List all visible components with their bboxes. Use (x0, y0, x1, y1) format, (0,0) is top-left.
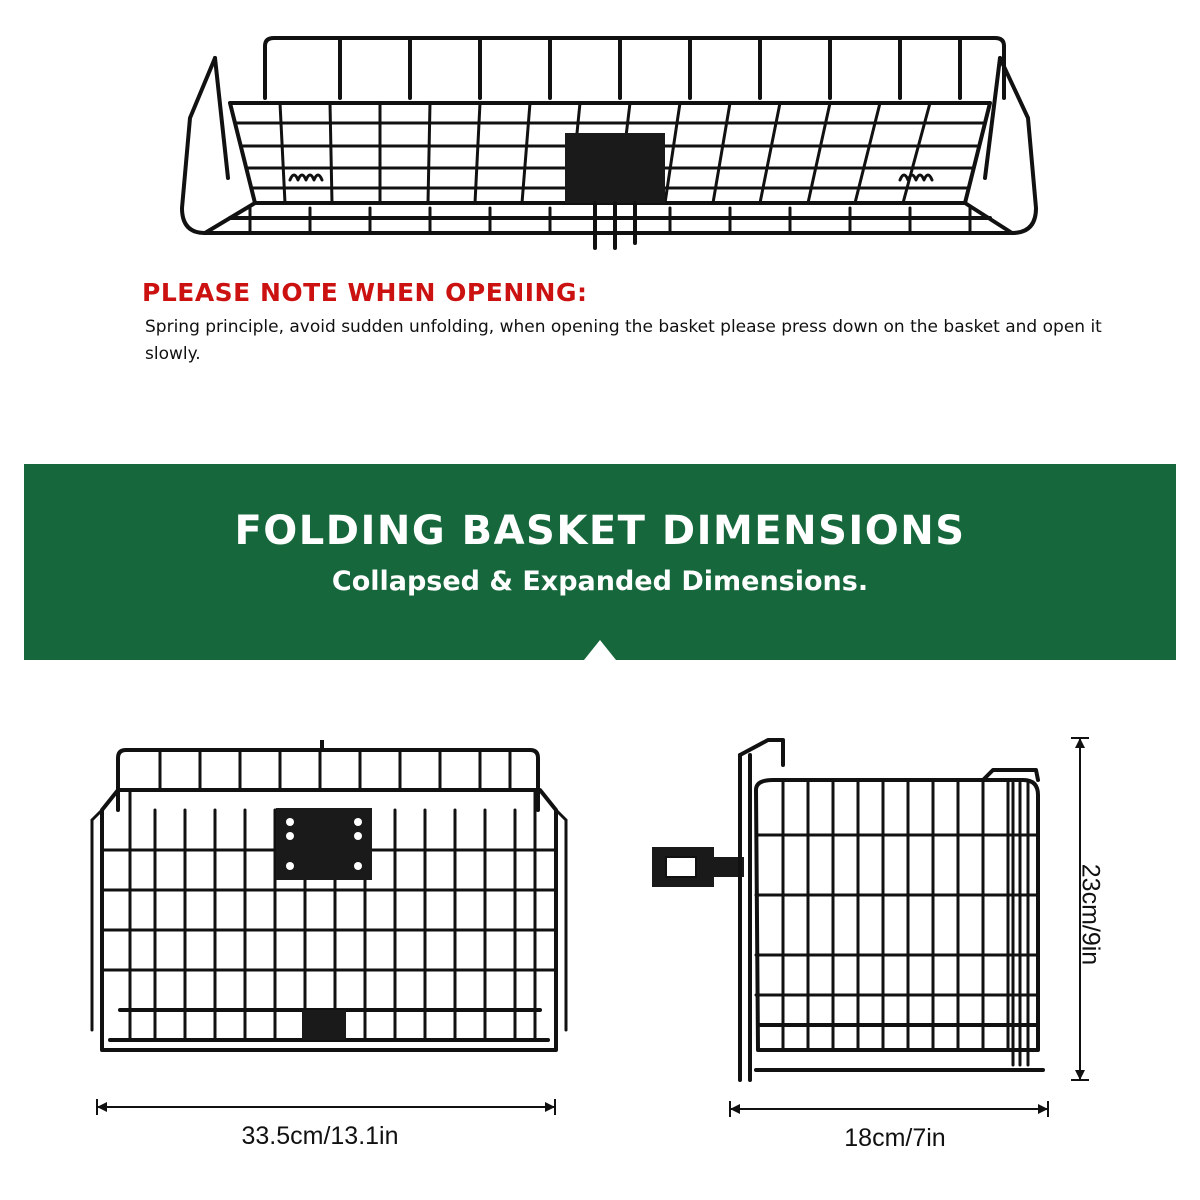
width-dimension-line (95, 1097, 560, 1117)
dimensions-banner (24, 464, 1176, 660)
banner-title: FOLDING BASKET DIMENSIONS (234, 508, 966, 554)
expanded-basket-front-image (90, 740, 570, 1080)
width-dimension-label: 33.5cm/13.1in (241, 1122, 399, 1150)
note-body: Spring principle, avoid sudden unfolding, when opening the basket please press down on the basket and open it slowly. (145, 317, 1102, 364)
expanded-basket-side-image (648, 735, 1048, 1095)
folded-basket-image (170, 28, 1050, 258)
note-heading: PLEASE NOTE WHEN OPENING: (142, 278, 588, 307)
depth-dimension-line (728, 1099, 1053, 1119)
banner-notch (584, 640, 616, 660)
height-dimension-label: 23cm/9in (1076, 863, 1105, 966)
banner-subtitle: Collapsed & Expanded Dimensions. (331, 566, 869, 597)
depth-dimension-label: 18cm/7in (844, 1124, 946, 1152)
